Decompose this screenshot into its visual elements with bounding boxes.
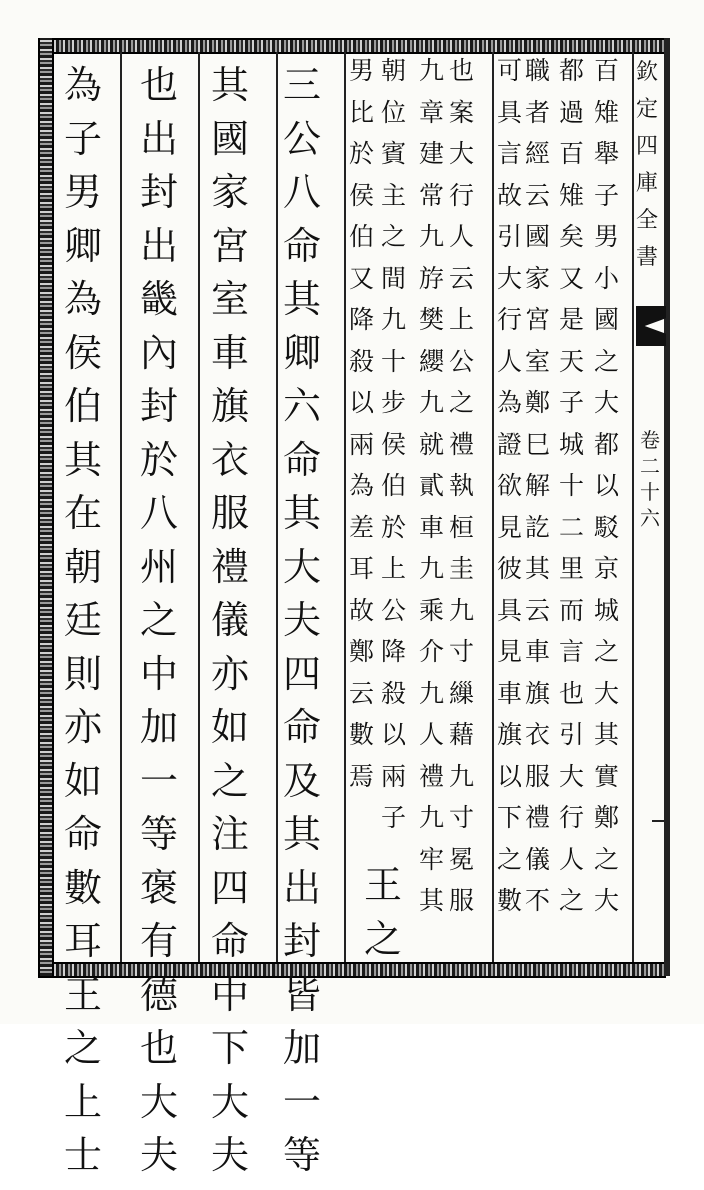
glyph: 禮 — [525, 803, 551, 832]
glyph: 九 — [419, 554, 445, 583]
glyph: 百 — [594, 56, 620, 85]
glyph: 家 — [525, 263, 551, 293]
glyph: 以 — [594, 471, 620, 500]
glyph: 以 — [497, 761, 523, 791]
glyph: 國 — [525, 222, 551, 251]
glyph: 大 — [211, 1079, 250, 1124]
glyph: 六 — [640, 506, 660, 530]
glyph: 六 — [283, 384, 322, 428]
main-text-insert — [364, 863, 403, 973]
glyph: 男 — [349, 56, 375, 85]
glyph: 在 — [64, 491, 103, 535]
glyph: 中 — [140, 651, 179, 696]
glyph: 九 — [419, 56, 445, 85]
note-column-3 — [525, 58, 550, 930]
glyph: 主 — [381, 180, 407, 210]
top-border — [38, 38, 666, 54]
glyph: 云 — [449, 263, 475, 293]
glyph: 八 — [283, 170, 322, 214]
glyph: 矣 — [559, 222, 585, 251]
glyph: 都 — [594, 429, 620, 459]
glyph: 內 — [140, 330, 179, 375]
glyph: 圭 — [449, 554, 475, 583]
glyph: 牢 — [419, 844, 445, 874]
glyph: 數 — [64, 865, 103, 910]
note-column-6 — [419, 58, 444, 930]
glyph: 鄭 — [594, 803, 620, 832]
glyph: 皆 — [283, 972, 322, 1017]
glyph: 之 — [594, 346, 620, 376]
glyph: 伯 — [64, 384, 103, 428]
glyph: 職 — [525, 56, 551, 85]
glyph: 寸 — [449, 803, 475, 832]
column-rule — [198, 52, 200, 962]
column-rule — [120, 52, 122, 962]
glyph: 行 — [559, 803, 585, 832]
glyph: 加 — [140, 705, 179, 749]
glyph: 行 — [449, 180, 475, 210]
glyph: 子 — [381, 803, 407, 832]
glyph: 里 — [559, 554, 585, 583]
glyph: 定 — [636, 97, 659, 122]
glyph: 夫 — [283, 598, 322, 642]
main-column-4 — [64, 63, 103, 1190]
glyph: 數 — [349, 720, 375, 749]
main-column-3 — [140, 63, 179, 1190]
glyph: 乘 — [419, 595, 445, 625]
glyph: 九 — [419, 803, 445, 832]
glyph: 人 — [497, 346, 523, 376]
glyph: 之 — [497, 844, 523, 874]
glyph: 德 — [140, 972, 179, 1017]
glyph: 車 — [211, 330, 250, 375]
glyph: 服 — [525, 761, 551, 791]
glyph: 以 — [349, 388, 375, 417]
glyph: 車 — [525, 637, 551, 666]
glyph: 執 — [449, 471, 475, 500]
glyph: 引 — [559, 720, 585, 749]
glyph: 有 — [140, 919, 179, 963]
note-column-8 — [349, 58, 374, 805]
glyph: 殺 — [349, 346, 375, 376]
glyph: 卷 — [640, 428, 660, 452]
glyph: 大 — [449, 139, 475, 168]
glyph: 其 — [283, 277, 322, 321]
glyph: 加 — [283, 1026, 322, 1070]
glyph: 二 — [640, 454, 660, 478]
glyph: 鄭 — [349, 637, 375, 666]
glyph: 言 — [559, 637, 585, 666]
glyph: 褒 — [140, 865, 179, 910]
glyph: 其 — [283, 812, 322, 856]
glyph: 見 — [497, 637, 523, 666]
glyph: 巳 — [525, 429, 551, 459]
glyph: 男 — [594, 222, 620, 251]
glyph: 如 — [211, 705, 250, 749]
glyph: 子 — [594, 180, 620, 210]
glyph: 是 — [559, 305, 585, 334]
column-rule — [276, 52, 278, 962]
glyph: 云 — [525, 595, 551, 625]
glyph: 解 — [525, 471, 551, 500]
glyph: 耳 — [349, 554, 375, 583]
glyph: 可 — [497, 56, 523, 85]
glyph: 一 — [140, 758, 179, 803]
glyph: 之 — [594, 844, 620, 874]
glyph: 宮 — [211, 223, 250, 268]
glyph: 全 — [636, 208, 659, 233]
glyph: 朝 — [381, 56, 407, 85]
glyph: 降 — [349, 305, 375, 334]
glyph: 國 — [594, 305, 620, 334]
glyph: 纓 — [419, 346, 445, 376]
glyph: 四 — [636, 134, 659, 159]
glyph: 於 — [381, 512, 407, 542]
glyph: 而 — [559, 595, 585, 625]
glyph: 九 — [419, 388, 445, 417]
note-column-7 — [381, 58, 406, 847]
glyph: 京 — [594, 554, 620, 583]
glyph: 十 — [640, 480, 660, 504]
glyph: 云 — [525, 180, 551, 210]
glyph: 朝 — [64, 544, 103, 589]
glyph: 之 — [381, 222, 407, 251]
glyph: 出 — [140, 116, 179, 161]
glyph: 章 — [419, 97, 445, 127]
glyph: 之 — [449, 388, 475, 417]
glyph: 彼 — [497, 554, 523, 583]
glyph: 等 — [283, 1133, 322, 1177]
glyph: 降 — [381, 637, 407, 666]
note-column-5 — [449, 58, 474, 930]
glyph: 出 — [140, 223, 179, 268]
glyph: 欽 — [636, 60, 659, 85]
glyph: 常 — [419, 180, 445, 210]
glyph: 州 — [140, 544, 179, 589]
glyph: 實 — [594, 761, 620, 791]
glyph: 亦 — [64, 705, 103, 749]
glyph: 伯 — [349, 222, 375, 251]
glyph: 欲 — [497, 471, 523, 500]
glyph: 者 — [525, 97, 551, 127]
glyph: 人 — [559, 844, 585, 874]
glyph: 十 — [559, 471, 585, 500]
glyph: 封 — [140, 384, 179, 428]
glyph: 案 — [449, 97, 475, 127]
glyph: 命 — [64, 812, 103, 856]
glyph: 上 — [64, 1079, 103, 1124]
glyph: 家 — [211, 170, 250, 214]
glyph: 也 — [140, 63, 179, 107]
glyph: 比 — [349, 97, 375, 127]
glyph: 言 — [497, 139, 523, 168]
glyph: 具 — [497, 97, 523, 127]
glyph: 室 — [525, 346, 551, 376]
glyph: 斿 — [419, 263, 445, 293]
glyph: 男 — [64, 170, 103, 214]
glyph: 樊 — [419, 305, 445, 334]
glyph: 封 — [283, 919, 322, 963]
glyph: 行 — [497, 305, 523, 334]
glyph: 一 — [283, 1079, 322, 1124]
glyph: 桓 — [449, 512, 475, 542]
glyph: 以 — [381, 720, 407, 749]
glyph: 及 — [283, 758, 322, 803]
glyph: 車 — [419, 512, 445, 542]
glyph: 為 — [349, 471, 375, 500]
glyph: 國 — [211, 116, 250, 161]
volume-label — [640, 430, 660, 534]
glyph: 焉 — [349, 761, 375, 791]
glyph: 舉 — [594, 139, 620, 168]
glyph: 小 — [594, 263, 620, 293]
bottom-border — [38, 962, 666, 978]
glyph: 士 — [64, 1133, 103, 1177]
glyph: 服 — [449, 886, 475, 915]
glyph: 如 — [64, 758, 103, 803]
glyph: 其 — [283, 491, 322, 535]
glyph: 貳 — [419, 471, 445, 500]
right-edge — [664, 38, 670, 976]
glyph: 儀 — [211, 598, 250, 642]
glyph: 就 — [419, 429, 445, 459]
glyph: 夫 — [211, 1133, 250, 1177]
glyph: 衣 — [211, 437, 250, 482]
glyph: 其 — [211, 63, 250, 107]
glyph: 繅 — [449, 678, 475, 708]
glyph: 旗 — [497, 720, 523, 749]
column-rule — [344, 52, 346, 962]
glyph: 公 — [449, 346, 475, 376]
glyph: 上 — [449, 305, 475, 334]
glyph: 駁 — [594, 512, 620, 542]
glyph: 冕 — [449, 844, 475, 874]
column-rule — [492, 52, 494, 962]
glyph: 侯 — [64, 330, 103, 375]
glyph: 訖 — [525, 512, 551, 542]
glyph: 二 — [559, 512, 585, 542]
glyph: 見 — [497, 512, 523, 542]
glyph: 夫 — [140, 1133, 179, 1177]
glyph: 云 — [349, 678, 375, 708]
glyph: 則 — [64, 651, 103, 696]
glyph: 四 — [211, 865, 250, 910]
glyph: 大 — [594, 678, 620, 708]
main-column-2 — [211, 63, 250, 1190]
glyph: 耳 — [64, 919, 103, 963]
glyph: 之 — [64, 1026, 103, 1070]
book-title — [636, 62, 658, 284]
glyph: 旗 — [211, 384, 250, 428]
glyph: 命 — [211, 919, 250, 963]
glyph: 亦 — [211, 651, 250, 696]
glyph: 其 — [594, 720, 620, 749]
note-column-1 — [594, 58, 619, 930]
glyph: 大 — [594, 388, 620, 417]
glyph: 伯 — [381, 471, 407, 500]
glyph: 公 — [381, 595, 407, 625]
glyph: 賓 — [381, 139, 407, 168]
glyph: 為 — [64, 277, 103, 321]
glyph: 九 — [449, 761, 475, 791]
glyph: 不 — [525, 886, 551, 915]
glyph: 雉 — [594, 97, 620, 127]
glyph: 介 — [419, 637, 445, 666]
glyph: 於 — [140, 437, 179, 482]
glyph: 禮 — [449, 429, 475, 459]
glyph: 儀 — [525, 844, 551, 874]
glyph: 卿 — [64, 223, 103, 268]
glyph: 王 — [64, 972, 103, 1017]
glyph: 卿 — [283, 330, 322, 375]
glyph: 注 — [211, 812, 250, 856]
glyph: 兩 — [381, 761, 407, 791]
margin-mark — [652, 820, 664, 822]
glyph: 人 — [419, 720, 445, 749]
glyph: 中 — [211, 972, 250, 1017]
glyph: 子 — [559, 388, 585, 417]
glyph: 步 — [381, 388, 407, 417]
glyph: 證 — [497, 429, 523, 459]
glyph: 侯 — [349, 180, 375, 210]
glyph: 書 — [636, 245, 659, 270]
glyph: 十 — [381, 346, 407, 376]
glyph: 城 — [594, 595, 620, 625]
glyph: 衣 — [525, 720, 551, 749]
glyph: 之 — [140, 598, 179, 642]
glyph: 其 — [64, 437, 103, 482]
glyph: 之 — [559, 886, 585, 915]
glyph: 大 — [497, 263, 523, 293]
glyph: 故 — [497, 180, 523, 210]
glyph: 公 — [283, 116, 322, 161]
glyph: 差 — [349, 512, 375, 542]
glyph: 具 — [497, 595, 523, 625]
glyph: 命 — [283, 437, 322, 482]
glyph: 封 — [140, 170, 179, 214]
glyph: 過 — [559, 97, 585, 127]
glyph: 出 — [283, 865, 322, 910]
note-column-2 — [559, 58, 584, 930]
glyph: 鄭 — [525, 388, 551, 417]
glyph: 大 — [559, 761, 585, 791]
glyph: 建 — [419, 139, 445, 168]
glyph: 下 — [211, 1026, 250, 1070]
glyph: 三 — [283, 63, 322, 107]
glyph: 間 — [381, 263, 407, 293]
glyph: 數 — [497, 886, 523, 915]
fish-tail-ornament — [636, 306, 666, 346]
glyph: 之 — [211, 758, 250, 803]
glyph: 九 — [419, 222, 445, 251]
glyph: 廷 — [64, 598, 103, 642]
glyph: 又 — [349, 263, 375, 293]
glyph: 大 — [140, 1079, 179, 1124]
glyph: 庫 — [636, 171, 659, 196]
glyph: 上 — [381, 554, 407, 583]
glyph: 宮 — [525, 305, 551, 334]
glyph: 大 — [283, 544, 322, 589]
glyph: 經 — [525, 139, 551, 168]
glyph: 子 — [64, 116, 103, 161]
glyph: 殺 — [381, 678, 407, 708]
glyph: 九 — [381, 305, 407, 334]
glyph: 四 — [283, 651, 322, 696]
glyph: 車 — [497, 678, 523, 708]
glyph: 藉 — [449, 720, 475, 749]
glyph: 命 — [283, 705, 322, 749]
glyph: 為 — [64, 63, 103, 107]
glyph: 禮 — [211, 544, 250, 589]
glyph: 九 — [449, 595, 475, 625]
glyph: 故 — [349, 595, 375, 625]
glyph: 百 — [559, 139, 585, 168]
glyph: 之 — [364, 916, 403, 961]
glyph: 寸 — [449, 637, 475, 666]
glyph: 八 — [140, 491, 179, 535]
glyph: 為 — [497, 388, 523, 417]
glyph: 九 — [419, 678, 445, 708]
glyph: 位 — [381, 97, 407, 127]
note-column-4 — [497, 58, 522, 930]
glyph: 王 — [364, 863, 403, 907]
glyph: 其 — [419, 886, 445, 915]
glyph: 也 — [449, 56, 475, 85]
glyph: 旗 — [525, 678, 551, 708]
glyph: 引 — [497, 222, 523, 251]
glyph: 都 — [559, 56, 585, 85]
glyph: 畿 — [140, 277, 179, 321]
glyph: 命 — [283, 223, 322, 268]
glyph: 大 — [594, 886, 620, 915]
glyph: 人 — [449, 222, 475, 251]
main-column-1 — [283, 63, 322, 1190]
glyph: 天 — [559, 346, 585, 376]
glyph: 其 — [525, 554, 551, 583]
left-border — [38, 38, 54, 976]
glyph: 雉 — [559, 180, 585, 210]
glyph: 也 — [559, 678, 585, 708]
glyph: 城 — [559, 429, 585, 459]
glyph: 也 — [140, 1026, 179, 1070]
glyph: 又 — [559, 263, 585, 293]
glyph: 等 — [140, 812, 179, 856]
glyph: 侯 — [381, 429, 407, 459]
glyph: 之 — [594, 637, 620, 666]
glyph: 室 — [211, 277, 250, 321]
glyph: 下 — [497, 803, 523, 832]
glyph: 服 — [211, 491, 250, 535]
glyph: 禮 — [419, 761, 445, 791]
glyph: 兩 — [349, 429, 375, 459]
glyph: 於 — [349, 139, 375, 168]
